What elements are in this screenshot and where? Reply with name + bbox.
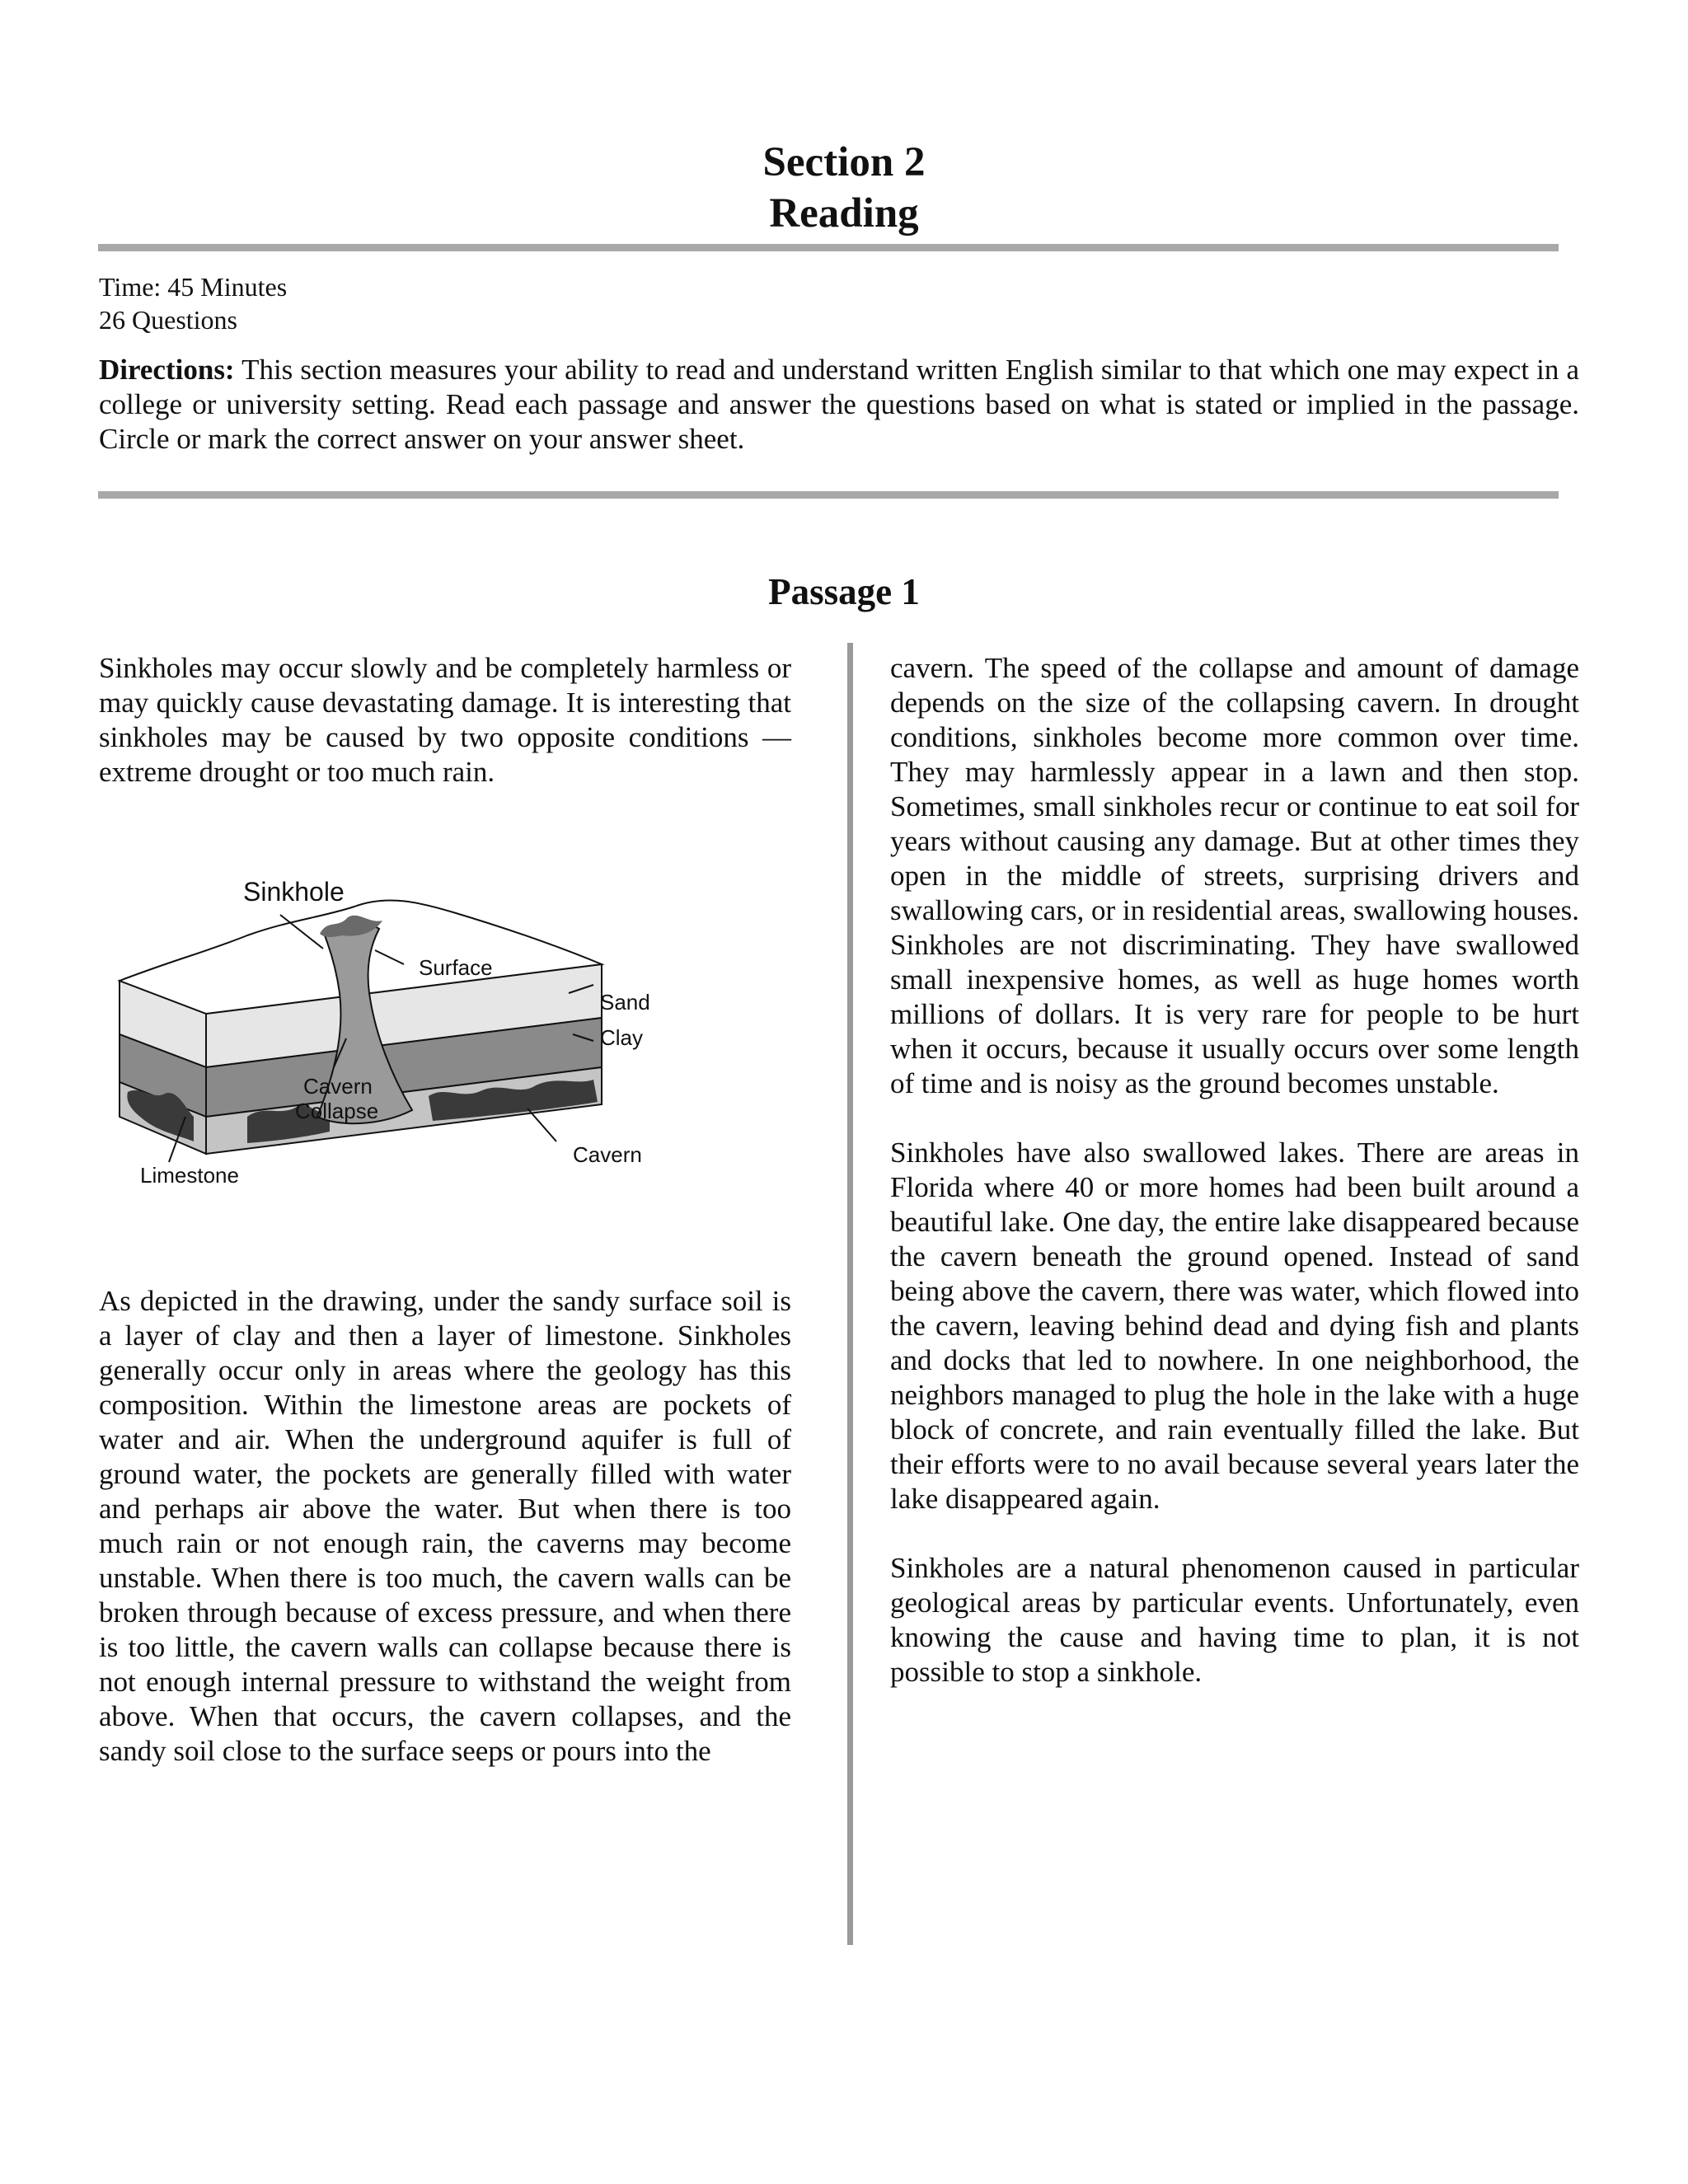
column-divider [847,643,853,1945]
directions-text: This section measures your ability to read and understand written English similar to that which one may expect in a college or university setting. Read each passage and answer the questions based on what is stated or implied in the passage. Circle or mark the correct answer on your answer sheet. [99,354,1579,455]
body-paragraph: Sinkholes have also swallowed lakes. There are areas in Florida where 40 or more homes had been built around a beautiful lake. One day, the entire lake disappeared because the cavern beneath the ground opened. Instead of sand being above the cavern, there was water, which flowed into the cavern, leaving behind dead and dying fish and plants and docks that led to nowhere. In one neighborhood, the neighbors managed to plug the hole in the lake with a huge block of concrete, and rain eventually filled the lake. But their efforts were to no avail because several years later the lake disappeared again. [890,1137,1579,1515]
left-column-intro [99,651,791,790]
label-limestone: Limestone [140,1163,239,1188]
right-column [890,651,1579,1690]
sinkhole-diagram-svg [107,869,668,1199]
left-column-body [99,1284,791,1769]
directions-label: Directions: [99,354,235,386]
label-cavern-collapse-2: Collapse [295,1099,379,1123]
sinkhole-diagram [107,869,668,1203]
bottom-divider [98,491,1559,499]
label-clay: Clay [600,1025,644,1050]
section-subject: Reading [769,190,919,237]
section-title [0,137,1688,239]
test-meta [99,270,287,336]
label-cavern-collapse-1: Cavern [303,1074,373,1099]
label-surface: Surface [419,955,493,980]
body-paragraph: As depicted in the drawing, under the sandy surface soil is a layer of clay and then a layer of limestone. Sinkholes generally occur only in areas where the geology has this composition. Within the limestone areas are pockets of water and air. When the underground aquifer is full of ground water, the pockets are generally filled with water and perhaps air above the water. But when there is too much rain or not enough rain, the caverns may become unstable. When there is too much, the cavern walls can be broken through because of excess pressure, and when there is too little, the cavern walls can collapse because there is not enough internal pressure to withstand the weight from above. When that occurs, the cavern collapses, and the sandy soil close to the surface seeps or pours into the [99,1285,791,1767]
question-count: 26 Questions [99,305,237,335]
label-cavern: Cavern [573,1142,642,1167]
section-number: Section 2 [762,139,926,185]
directions [99,353,1579,457]
label-sand: Sand [600,990,650,1015]
passage-title: Passage 1 [768,571,920,612]
body-paragraph: Sinkholes are a natural phenomenon caused in particular geological areas by particular events. Unfortunately, even knowing the cause and having time to plan, it is not possible to stop a sinkhole. [890,1552,1579,1688]
intro-paragraph: Sinkholes may occur slowly and be completely harmless or may quickly cause devastating damage. It is interesting that sinkholes may be caused by two opposite conditions — extreme drought or too much rain. [99,652,791,788]
body-paragraph: cavern. The speed of the collapse and amount of damage depends on the size of the collapsing cavern. In drought conditions, sinkholes become more common over time. They may harmlessly appear in a lawn and then stop. Sometimes, small sinkholes recur or continue to eat soil for years without causing any damage. But at other times they open in the middle of streets, surprising drivers and swallowing cars, or in residential areas, swallowing houses. Sinkholes are not discriminating. They have swallowed small inexpensive homes, as well as huge homes worth millions of dollars. It is very rare for people to be hurt when it occurs, because it usually occurs over some length of time and is noisy as the ground becomes unstable. [890,652,1579,1099]
label-sinkhole: Sinkhole [243,877,345,907]
top-divider [98,244,1559,251]
time-limit: Time: 45 Minutes [99,272,288,302]
